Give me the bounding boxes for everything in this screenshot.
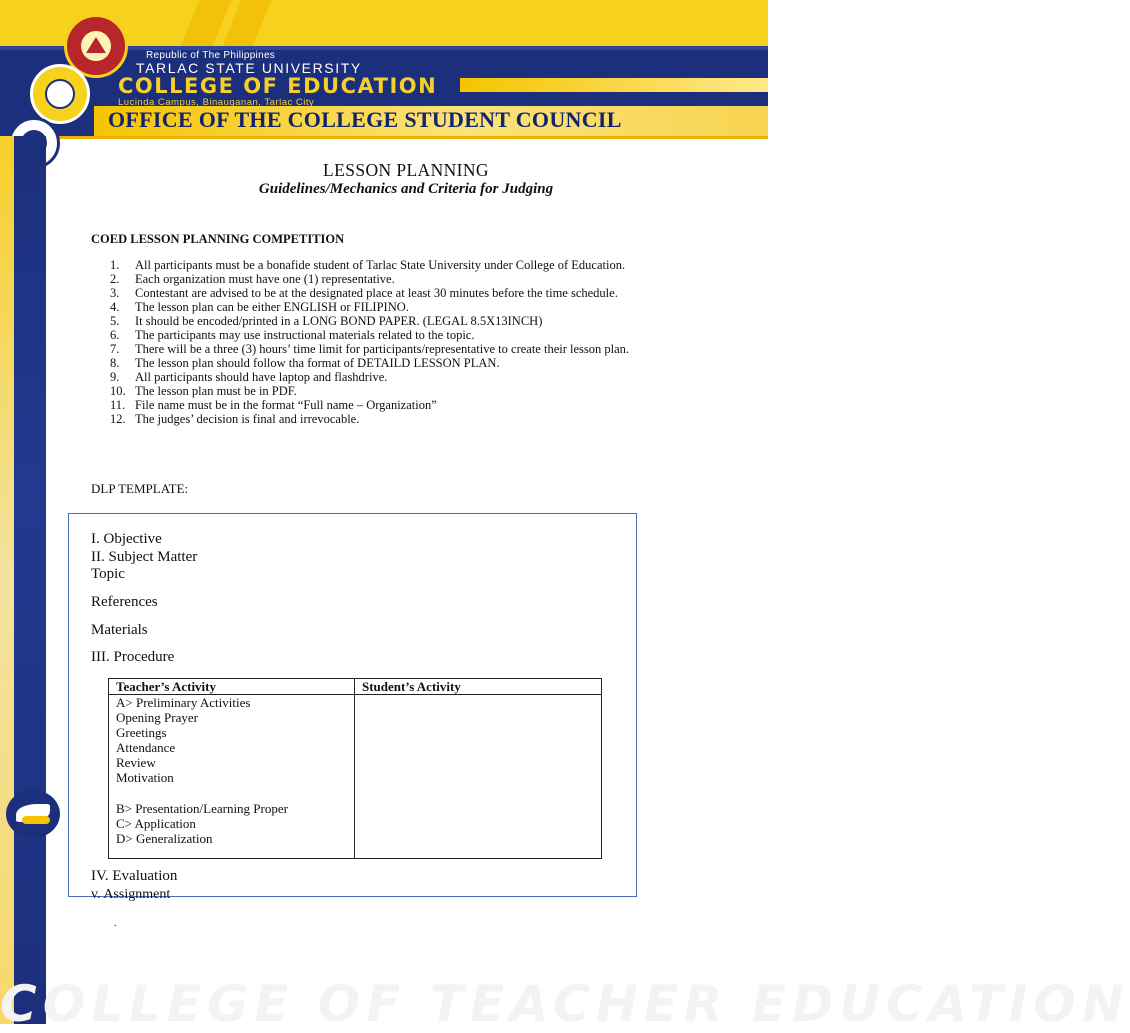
republic-text: Republic of The Philippines	[146, 50, 276, 61]
college-name: COLLEGE OF EDUCATION	[118, 74, 438, 98]
dlp-template-label: DLP TEMPLATE:	[91, 481, 189, 496]
trailing-mark: .	[114, 918, 117, 929]
teacher-activity-cell	[109, 695, 355, 859]
page-title: LESSON PLANNING	[323, 160, 489, 180]
template-evaluation: IV. Evaluation	[91, 868, 178, 884]
rule-number: 6.	[110, 328, 120, 342]
eagle-icon	[6, 790, 60, 838]
activity-line: Attendance	[116, 740, 176, 755]
template-subject-matter: II. Subject Matter	[91, 549, 198, 565]
rule-number: 2.	[110, 272, 120, 286]
university-name: TARLAC STATE UNIVERSITY	[136, 60, 362, 76]
rule-text: All participants should have laptop and flashdrive.	[135, 370, 388, 384]
rule-item	[110, 384, 677, 398]
template-procedure: III. Procedure	[91, 649, 175, 665]
activity-spacer	[116, 785, 347, 801]
rule-item	[110, 258, 677, 272]
rule-text: The lesson plan can be either ENGLISH or FILIPINO.	[135, 300, 409, 314]
activity-table	[108, 678, 602, 859]
rule-number: 1.	[110, 258, 120, 272]
activity-line: Greetings	[116, 725, 167, 740]
activity-line: D> Generalization	[116, 831, 213, 846]
rule-text: The participants may use instructional materials related to the topic.	[135, 328, 475, 342]
rule-text: The judges’ decision is final and irrevocable.	[135, 412, 360, 426]
office-name: OFFICE OF THE COLLEGE STUDENT COUNCIL	[108, 107, 622, 132]
rule-number: 10.	[110, 384, 126, 398]
rule-text: Each organization must have one (1) representative.	[135, 272, 395, 286]
banner-bottom-line	[0, 136, 768, 139]
template-references: References	[91, 594, 158, 610]
sidebar-navy-strip	[14, 136, 46, 1024]
rule-number: 5.	[110, 314, 120, 328]
column-header-student: Student’s Activity	[355, 679, 602, 695]
rule-item	[110, 314, 677, 328]
rule-number: 8.	[110, 356, 120, 370]
rule-number: 4.	[110, 300, 120, 314]
rule-item	[110, 398, 677, 412]
rule-item	[110, 342, 677, 356]
rule-number: 3.	[110, 286, 120, 300]
seal-center	[45, 79, 75, 109]
rule-text: All participants must be a bonafide student of Tarlac State University under College of Education.	[135, 258, 626, 272]
rule-item	[110, 370, 677, 384]
rule-item	[110, 300, 677, 314]
activity-line: A> Preliminary Activities	[116, 695, 251, 710]
rule-text: Contestant are advised to be at the designated place at least 30 minutes before the time schedule.	[135, 286, 618, 300]
eagle-gold-swoosh	[22, 816, 50, 824]
column-header-teacher: Teacher’s Activity	[109, 679, 355, 695]
rule-item	[110, 412, 677, 426]
student-activity-cell	[355, 695, 602, 859]
section-heading: COED LESSON PLANNING COMPETITION	[91, 232, 345, 246]
rule-item	[110, 286, 677, 300]
banner-gold-accent	[460, 78, 768, 92]
activity-line: C> Application	[116, 816, 196, 831]
template-assignment: v. Assignment	[91, 887, 171, 902]
table-header-row	[109, 679, 602, 695]
rule-number: 11.	[110, 398, 126, 412]
seal-triangle-emblem	[86, 37, 106, 53]
template-objective: I. Objective	[91, 531, 162, 547]
footer-watermark: COLLEGE OF TEACHER EDUCATION	[0, 975, 1130, 1033]
campus-address: Lucinda Campus, Binauganan, Tarlac City	[118, 97, 315, 108]
rule-item	[110, 328, 677, 342]
template-topic: Topic	[91, 566, 125, 582]
template-materials: Materials	[91, 622, 148, 638]
rule-item	[110, 272, 677, 286]
rule-text: There will be a three (3) hours’ time limit for participants/representative to create their lesson plan.	[135, 342, 630, 356]
activity-line: Review	[116, 755, 156, 770]
rule-text: File name must be in the format “Full name – Organization”	[135, 398, 437, 412]
activity-line: Opening Prayer	[116, 710, 198, 725]
activity-line: B> Presentation/Learning Proper	[116, 801, 288, 816]
sidebar-gold-strip	[0, 136, 14, 1024]
rule-number: 9.	[110, 370, 120, 384]
rule-text: The lesson plan should follow tha format of DETAILD LESSON PLAN.	[135, 356, 500, 370]
rule-number: 7.	[110, 342, 120, 356]
rule-item	[110, 356, 677, 370]
activity-line: Motivation	[116, 770, 174, 785]
college-of-education-seal-logo	[30, 64, 90, 124]
rule-text: The lesson plan must be in PDF.	[135, 384, 297, 398]
rules-list	[110, 258, 677, 426]
letterhead-banner	[0, 0, 768, 165]
page-subtitle: Guidelines/Mechanics and Criteria for Judging	[258, 181, 554, 197]
table-row	[109, 695, 602, 859]
rule-number: 12.	[110, 412, 126, 426]
rule-text: It should be encoded/printed in a LONG BOND PAPER. (LEGAL 8.5X13INCH)	[135, 314, 543, 328]
